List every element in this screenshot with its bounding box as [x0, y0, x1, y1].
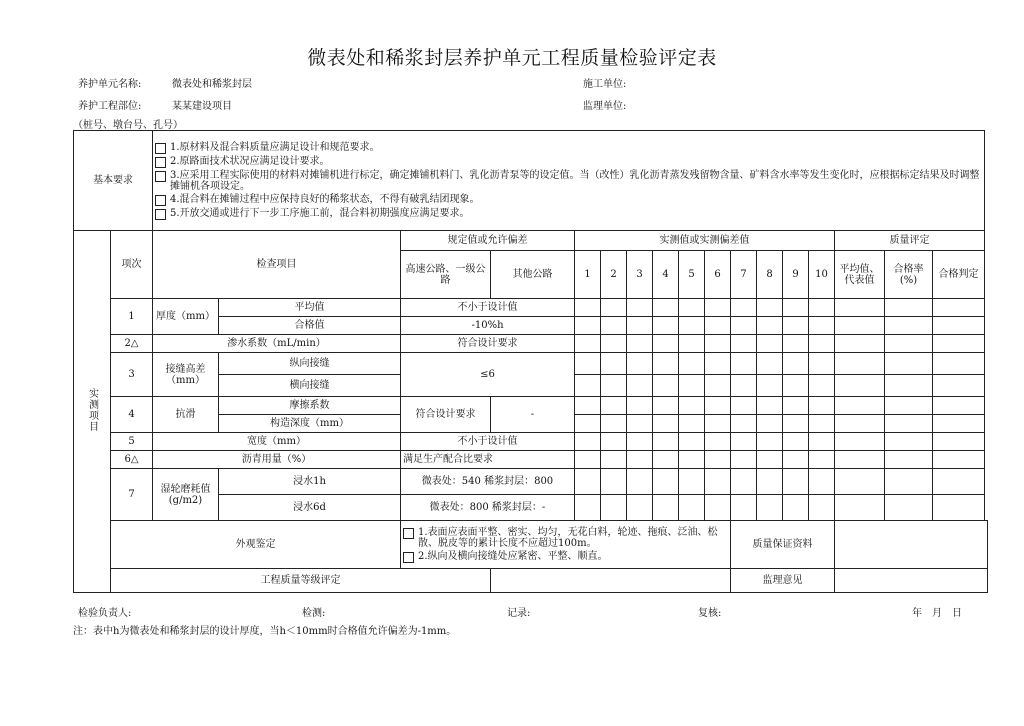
measured-col: 10: [809, 251, 835, 299]
row2-spec: 符合设计要求: [401, 335, 575, 353]
basic-req-4: 4.混合料在摊铺过程中应保持良好的稀浆状态，不得有破乳结团现象。: [155, 194, 982, 206]
row6-name: 沥青用量（%）: [153, 451, 401, 469]
row2-no: 2△: [111, 335, 153, 353]
row5-no: 5: [111, 433, 153, 451]
avg-header: 平均值、代表值: [835, 251, 885, 299]
checkbox[interactable]: [155, 209, 166, 220]
row4b-sub: 构造深度（mm）: [219, 415, 401, 433]
row1a-spec: 不小于设计值: [401, 299, 575, 317]
pass-rate-header: 合格率(%): [885, 251, 933, 299]
row1-name: 厚度（mm）: [153, 299, 219, 335]
part-value: 某某建设项目: [172, 101, 232, 112]
row7a-spec: 微表处：540 稀浆封层：800: [401, 469, 575, 495]
tester-label: 检测:: [302, 608, 326, 619]
row5-name: 宽度（mm）: [153, 433, 401, 451]
unit-label: 养护单元名称:: [78, 79, 142, 90]
row7b-sub: 浸水6d: [219, 495, 401, 521]
checkbox[interactable]: [155, 195, 166, 206]
row1b-spec: -10%h: [401, 317, 575, 335]
inspector-label: 检验负责人:: [78, 608, 132, 619]
row7-name: 湿轮磨耗值(g/m2): [153, 469, 219, 521]
row4a-sub: 摩擦系数: [219, 397, 401, 415]
row4-spec-highway: 符合设计要求: [401, 397, 491, 433]
row6-spec: 满足生产配合比要求: [401, 451, 575, 469]
supervision-opinion-label: 监理意见: [731, 569, 835, 593]
row7b-spec: 微表处：800 稀浆封层：-: [401, 495, 575, 521]
row3b-sub: 横向接缝: [219, 375, 401, 397]
unit-value: 微表处和稀浆封层: [172, 79, 252, 90]
basic-requirements-label: 基本要求: [74, 131, 153, 231]
check-item-header: 检查项目: [153, 231, 401, 299]
measured-col: 8: [757, 251, 783, 299]
row1a-sub: 平均值: [219, 299, 401, 317]
measured-col: 5: [679, 251, 705, 299]
grade-label: 工程质量等级评定: [111, 569, 491, 593]
checkbox[interactable]: [155, 143, 166, 154]
row1-no: 1: [111, 299, 153, 335]
row6-no: 6△: [111, 451, 153, 469]
checkbox[interactable]: [155, 171, 166, 182]
row7-no: 7: [111, 469, 153, 521]
row4-spec-other: -: [491, 397, 575, 433]
checkbox[interactable]: [155, 157, 166, 168]
measured-section-label: 实测项目: [74, 231, 111, 593]
checkbox[interactable]: [403, 528, 414, 539]
row2-name: 渗水系数（mL/min）: [153, 335, 401, 353]
measured-col: 7: [731, 251, 757, 299]
measured-col: 3: [627, 251, 653, 299]
basic-req-1: 1.原材料及混合料质量应满足设计和规范要求。: [155, 142, 982, 154]
basic-req-5: 5.开放交通或进行下一步工序施工前，混合料初期强度应满足要求。: [155, 208, 982, 220]
row5-spec: 不小于设计值: [401, 433, 575, 451]
basic-req-2: 2.原路面技术状况应满足设计要求。: [155, 156, 982, 168]
measured-col: 6: [705, 251, 731, 299]
appearance-label: 外观鉴定: [111, 521, 401, 569]
supervision-opinion-value[interactable]: [835, 569, 988, 593]
row3-no: 3: [111, 353, 153, 397]
supervision-label: 监理单位:: [583, 101, 627, 112]
row4-no: 4: [111, 397, 153, 433]
row3-name: 接缝高差（mm）: [153, 353, 219, 397]
page-title: 微表处和稀浆封层养护单元工程质量检验评定表: [307, 47, 717, 69]
judge-header: 合格判定: [933, 251, 985, 299]
appearance-item-1: 1.表面应表面平整、密实、均匀，无花白料，轮迹、拖痕、泛油、松散、脱皮等的累计长度不应超过100m。: [403, 527, 728, 549]
measured-col: 2: [601, 251, 627, 299]
reviewer-label: 复核:: [698, 608, 722, 619]
appearance-list: [401, 521, 731, 569]
date-label: 年 月 日: [912, 608, 962, 619]
quality-group-header: 质量评定: [835, 231, 985, 251]
part-label: 养护工程部位:: [78, 101, 142, 112]
recorder-label: 记录:: [507, 608, 531, 619]
basic-req-3: 3.应采用工程实际使用的材料对摊铺机进行标定，确定摊铺机料门、乳化沥青泵等的设定值。当（改性）乳化沥青蒸发残留物含量、矿料含水率等发生变化时，应根据标定结果及时调整摊铺机各项设定。: [155, 170, 982, 192]
spec-group-header: 规定值或允许偏差: [401, 231, 575, 251]
measured-col: 1: [575, 251, 601, 299]
measured-group-header: 实测值或实测偏差值: [575, 231, 835, 251]
measured-col: 4: [653, 251, 679, 299]
grade-value[interactable]: [491, 569, 731, 593]
row1b-sub: 合格值: [219, 317, 401, 335]
row3-spec: ≤6: [401, 353, 575, 397]
checkbox[interactable]: [403, 552, 414, 563]
measured-col: 9: [783, 251, 809, 299]
row4-name: 抗滑: [153, 397, 219, 433]
quality-docs-value[interactable]: [835, 521, 988, 569]
item-no-header: 项次: [111, 231, 153, 299]
row3a-sub: 纵向接缝: [219, 353, 401, 375]
appearance-item-2: 2.纵向及横向接缝处应紧密、平整、顺直。: [403, 551, 728, 563]
inspection-table: [73, 130, 988, 593]
basic-requirements-list: [153, 131, 985, 231]
quality-docs-label: 质量保证资料: [731, 521, 835, 569]
construction-label: 施工单位:: [583, 79, 627, 90]
table-note: 注：表中h为微表处和稀浆封层的设计厚度，当h＜10mm时合格值允许偏差为-1mm。: [73, 626, 457, 637]
pile-label: （桩号、墩台号、孔号）: [73, 120, 183, 131]
spec-highway-header: 高速公路、一级公路: [401, 251, 491, 299]
row7a-sub: 浸水1h: [219, 469, 401, 495]
spec-other-header: 其他公路: [491, 251, 575, 299]
